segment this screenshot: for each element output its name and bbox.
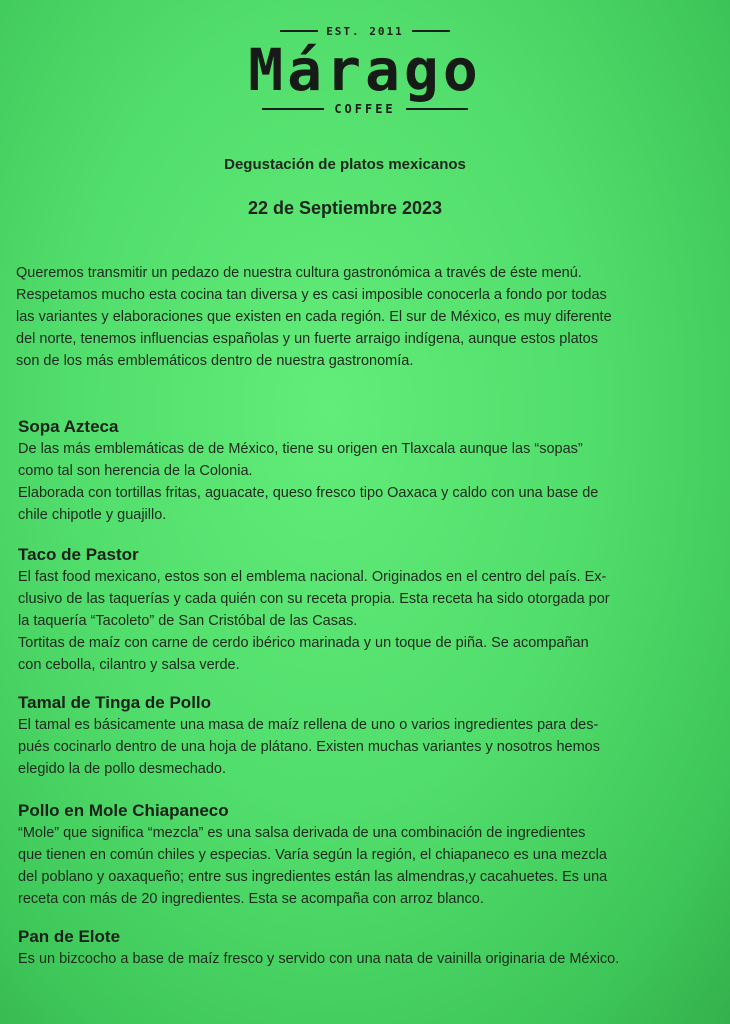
- dish-description-line: del poblano y oaxaqueño; entre sus ingredientes están las almendras,y cacahuetes. Es una: [18, 869, 608, 885]
- dish-pan-de-elote: [18, 926, 708, 970]
- logo-est: EST. 2011: [326, 24, 404, 38]
- logo-rule: [262, 108, 324, 110]
- logo-tagline-row: [0, 100, 730, 118]
- logo-rule: [406, 108, 468, 110]
- dish-title: Taco de Pastor: [18, 545, 139, 564]
- intro-line: las variantes y elaboraciones que existen en cada región. El sur de México, es muy diferente: [16, 309, 612, 325]
- dish-description-line: El fast food mexicano, estos son el emblema nacional. Originados en el centro del país. Ex-: [18, 569, 607, 585]
- dish-description-line: con cebolla, cilantro y salsa verde.: [18, 657, 240, 673]
- dish-description-line: que tienen en común chiles y especias. Varía según la región, el chiapaneco es una mezcla: [18, 847, 607, 863]
- logo-rule: [280, 30, 318, 32]
- dish-description-line: Es un bizcocho a base de maíz fresco y servido con una nata de vainilla originaria de México.: [18, 951, 620, 967]
- dish-description-line: pués cocinarlo dentro de una hoja de plátano. Existen muchas variantes y nosotros hemos: [18, 739, 600, 755]
- dish-tamal-de-tinga: [18, 692, 708, 780]
- dish-description-line: la taquería “Tacoleto” de San Cristóbal de las Casas.: [18, 613, 358, 629]
- dish-sopa-azteca: [18, 416, 708, 526]
- intro-line: del norte, tenemos influencias españolas y un fuerte arraigo indígena, aunque estos platos: [16, 331, 598, 347]
- logo-tagline: COFFEE: [334, 102, 396, 116]
- dish-pollo-en-mole: [18, 800, 708, 910]
- dish-title: Tamal de Tinga de Pollo: [18, 693, 212, 712]
- dish-description-line: De las más emblemáticas de de México, tiene su origen en Tlaxcala aunque las “sopas”: [18, 441, 583, 457]
- dish-taco-de-pastor: [18, 544, 708, 676]
- dish-description-line: como tal son herencia de la Colonia.: [18, 463, 253, 479]
- dish-title: Sopa Azteca: [18, 417, 119, 436]
- logo: [0, 22, 730, 118]
- intro-line: Respetamos mucho esta cocina tan diversa y es casi imposible conocerla a fondo por todas: [16, 287, 607, 303]
- dish-description-line: El tamal es básicamente una masa de maíz rellena de uno o varios ingredientes para des-: [18, 717, 599, 733]
- dish-description-line: Elaborada con tortillas fritas, aguacate, queso fresco tipo Oaxaca y caldo con una base de: [18, 485, 599, 501]
- dish-description-line: chile chipotle y guajillo.: [18, 507, 167, 523]
- dish-title: Pan de Elote: [18, 927, 121, 946]
- dish-description-line: “Mole” que significa “mezcla” es una salsa derivada de una combinación de ingredientes: [18, 825, 586, 841]
- logo-rule: [412, 30, 450, 32]
- dish-description-line: clusivo de las taquerías y cada quién con su receta propia. Esta receta ha sido otorgada por: [18, 591, 610, 607]
- dish-description-line: receta con más de 20 ingredientes. Esta se acompaña con arroz blanco.: [18, 891, 484, 907]
- intro-line: Queremos transmitir un pedazo de nuestra cultura gastronómica a través de éste menú.: [16, 265, 582, 281]
- dish-description-line: elegido la de pollo desmechado.: [18, 761, 226, 777]
- dish-title: Pollo en Mole Chiapaneco: [18, 801, 229, 820]
- menu-subtitle: Degustación de platos mexicanos: [224, 156, 466, 173]
- logo-brand: Márago: [248, 36, 482, 104]
- dish-description-line: Tortitas de maíz con carne de cerdo ibérico marinada y un toque de piña. Se acompañan: [18, 635, 589, 651]
- intro-line: son de los más emblemáticos dentro de nuestra gastronomía.: [16, 353, 414, 369]
- menu-date: 22 de Septiembre 2023: [247, 198, 443, 218]
- intro-paragraph: [16, 262, 696, 372]
